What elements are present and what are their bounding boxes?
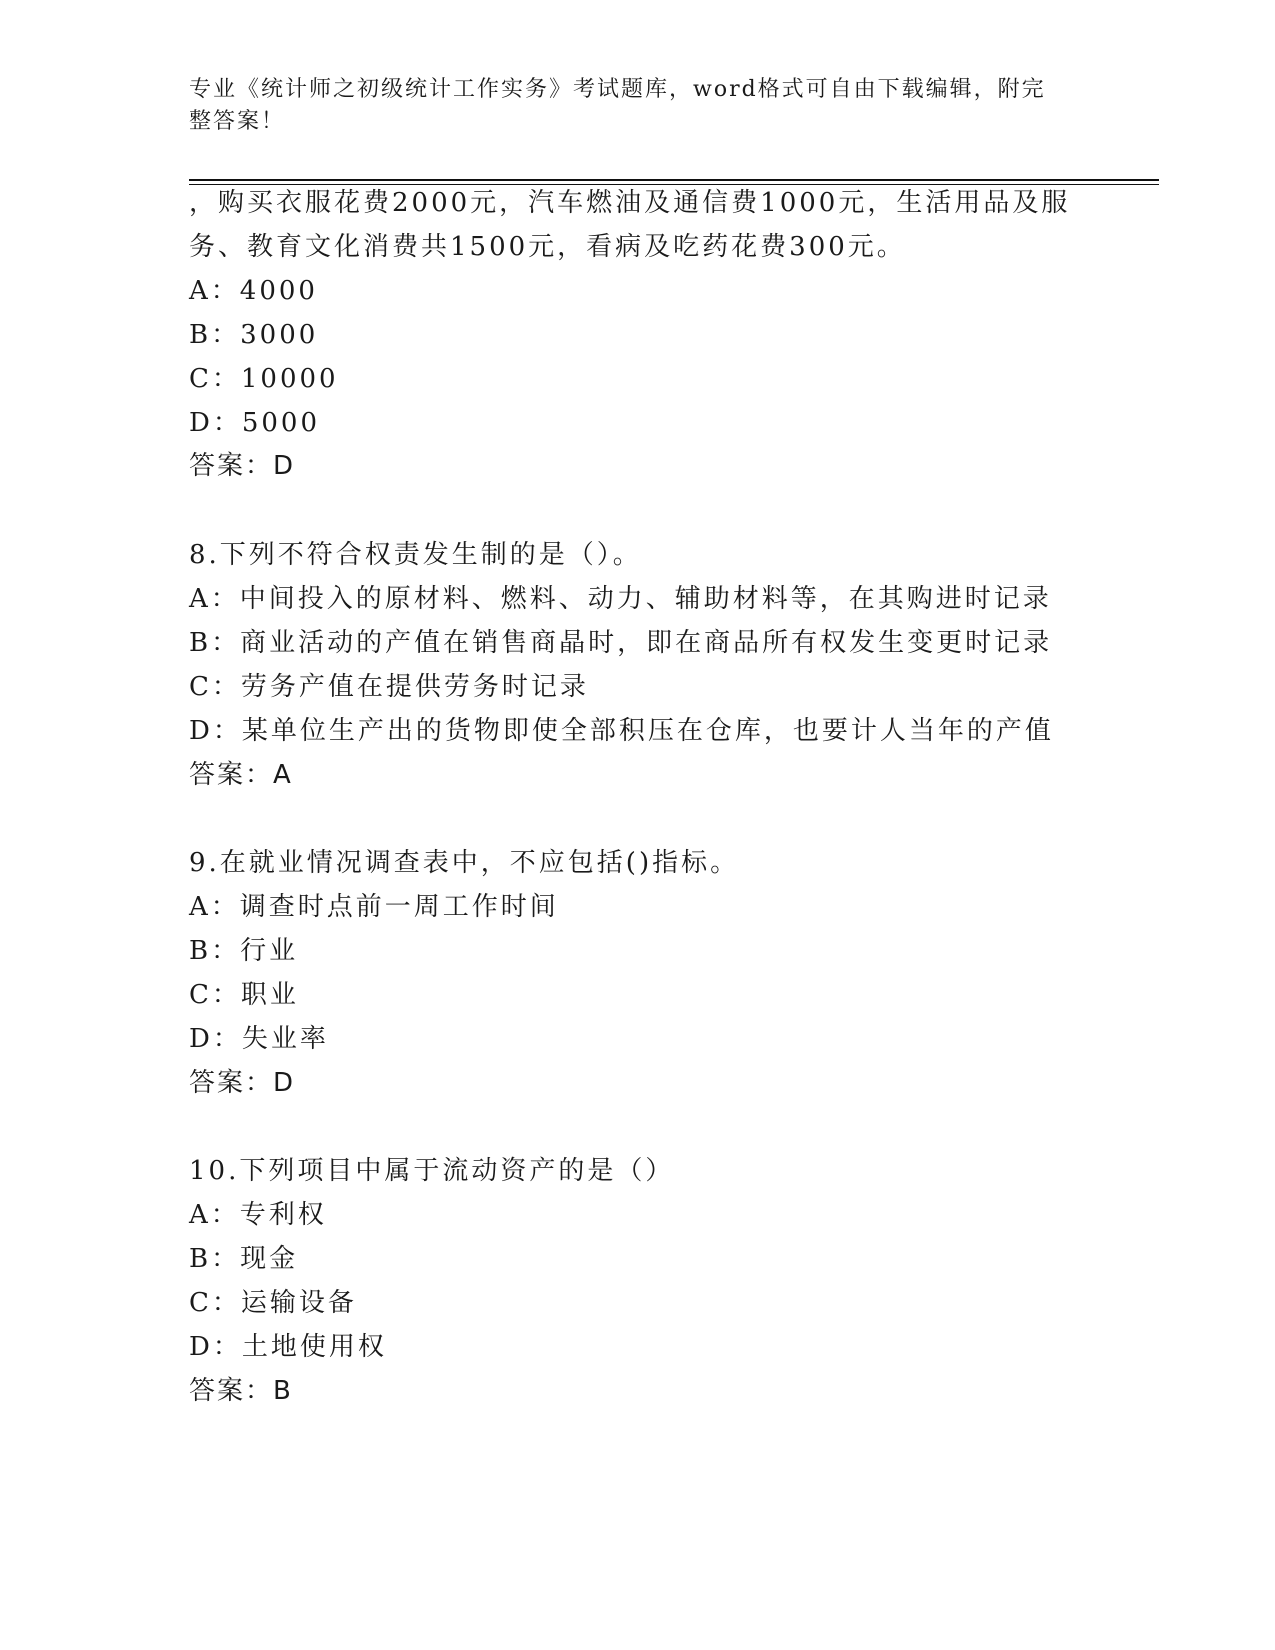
option-a: A：调查时点前一周工作时间: [189, 892, 559, 922]
question-continuation-line-1: ，购买衣服花费2000元，汽车燃油及通信费1000元，生活用品及服: [189, 188, 1071, 218]
question-continuation-line-2: 务、教育文化消费共1500元，看病及吃药花费300元。: [189, 232, 906, 262]
option-c: C：职业: [189, 980, 299, 1010]
option-d: D：土地使用权: [189, 1332, 387, 1362]
option-a: A：专利权: [189, 1200, 327, 1230]
document-header: 专业《统计师之初级统计工作实务》考试题库，word格式可自由下载编辑，附完整答案！: [189, 77, 1046, 134]
option-c: C：劳务产值在提供劳务时记录: [189, 672, 589, 702]
option-b: B：3000: [189, 320, 319, 350]
answer: 答案：B: [189, 1376, 293, 1406]
option-a: A：4000: [189, 276, 318, 306]
header-rule-thick: [189, 179, 1159, 181]
option-d: D：某单位生产出的货物即使全部积压在仓库，也要计人当年的产值: [189, 716, 1054, 746]
question-stem: 8.下列不符合权责发生制的是（）。: [189, 540, 642, 570]
option-d: D：失业率: [189, 1024, 329, 1054]
answer: 答案：D: [189, 1068, 296, 1098]
option-b: B：现金: [189, 1244, 299, 1274]
question-stem: 10.下列项目中属于流动资产的是（）: [189, 1156, 675, 1186]
option-c: C：10000: [189, 364, 339, 394]
option-d: D：5000: [189, 408, 321, 438]
option-b: B：商业活动的产值在销售商晶时，即在商品所有权发生变更时记录: [189, 628, 1053, 658]
option-a: A：中间投入的原材料、燃料、动力、辅助材料等，在其购进时记录: [189, 584, 1052, 614]
header-rule-thin: [189, 184, 1159, 185]
answer: 答案：A: [189, 760, 293, 790]
option-b: B：行业: [189, 936, 299, 966]
answer: 答案：D: [189, 451, 296, 481]
option-c: C：运输设备: [189, 1288, 357, 1318]
question-stem: 9.在就业情况调查表中，不应包括()指标。: [189, 848, 740, 878]
